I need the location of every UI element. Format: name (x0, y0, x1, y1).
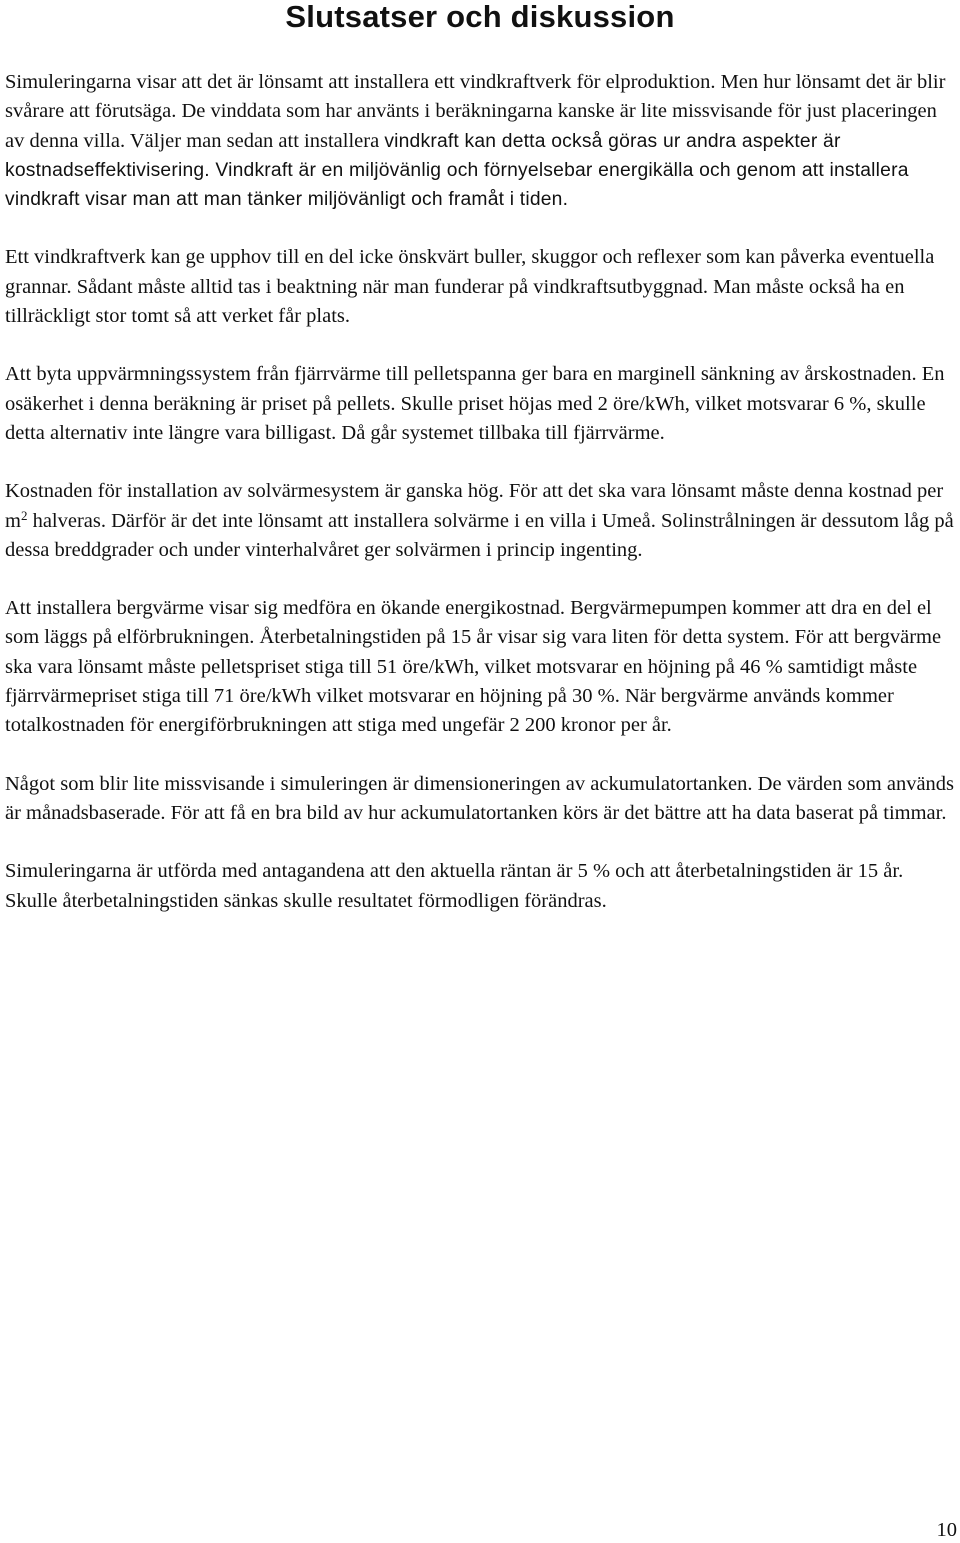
paragraph-accumulator-tank: Något som blir lite missvisande i simuleringen är dimensioneringen av ackumulatortanken. De värden som används är månadsbaserade. För att få en bra bild av hur ackumulatortanken körs är det bättre att ha data baserat på timmar. (5, 772, 955, 824)
page-number: 10 (936, 1519, 957, 1541)
superscript-square: 2 (20, 507, 28, 523)
paragraph-pellets: Att byta uppvärmningssystem från fjärrvärme till pelletspanna ger bara en marginell sänkning av årskostnaden. En osäkerhet i denna beräkning är priset på pellets. Skulle priset höjas med 2 öre/kWh, vilket motsvarar 6 %, skulle detta alternativ inte längre vara billigast. Då går systemet tillbaka till fjärrvärme. (5, 363, 945, 444)
paragraph-geothermal: Att installera bergvärme visar sig medföra en ökande energikostnad. Bergvärmepumpen kommer att dra en del el som läggs på elförbrukningen. Återbetalningstiden på 15 år visar sig vara liten för detta system. För att bergvärme ska vara lönsamt måste pelletspriset stiga till 51 öre/kWh, vilket motsvarar en höjning på 46 % samtidigt måste fjärrvärmepriset stiga till 71 öre/kWh vilket motsvarar en höjning på 30 %. När bergvärme används kommer totalkostnaden för energiförbrukningen att stiga med ungefär 2 200 kronor per år. (5, 597, 942, 737)
paragraph-wind-power-serif-text: Simuleringarna visar att det är lönsamt att installera ett vindkraftverk för elproduktion. Men hur lönsamt det är blir svårare att förutsäga. De vinddata som har använts i beräkningarna kanske är lite missvisande för just placeringen av denna villa. Väljer man sedan att installera (5, 71, 946, 152)
page-heading: Slutsatser och diskussion (285, 0, 675, 34)
paragraph-solar-text-before: Kostnaden för installation av solvärmesystem är ganska hög. För att det ska vara lönsamt måste denna kostnad per m (5, 480, 944, 532)
document-body (5, 68, 957, 945)
paragraph-wind-power-sans-text: vindkraft kan detta också göras ur andra aspekter är kostnadseffektivisering. Vindkraft är en miljövänlig och förnyelsebar energikälla och genom att installera vindkraft visar man att man tänker miljövänligt och framåt i tiden. (5, 130, 909, 211)
paragraph-solar-text-after: halveras. Därför är det inte lönsamt att installera solvärme i en villa i Umeå. Solinstrålningen är dessutom låg på dessa breddgrader och under vinterhalvåret ger solvärmen i princip ingenting. (5, 509, 954, 561)
paragraph-interest-rate: Simuleringarna är utförda med antagandena att den aktuella räntan är 5 % och att återbetalningstiden är 15 år. Skulle återbetalningstiden sänkas skulle resultatet förmodligen förändras. (5, 860, 904, 912)
paragraph-wind-power (5, 68, 957, 214)
paragraph-wind-noise: Ett vindkraftverk kan ge upphov till en del icke önskvärt buller, skuggor och reflexer som kan påverka eventuella grannar. Sådant måste alltid tas i beaktning när man funderar på vindkraftsutbyggnad. Man måste också ha en tillräckligt stor tomt så att verket får plats. (5, 246, 935, 328)
paragraph-solar-heating (5, 477, 957, 565)
